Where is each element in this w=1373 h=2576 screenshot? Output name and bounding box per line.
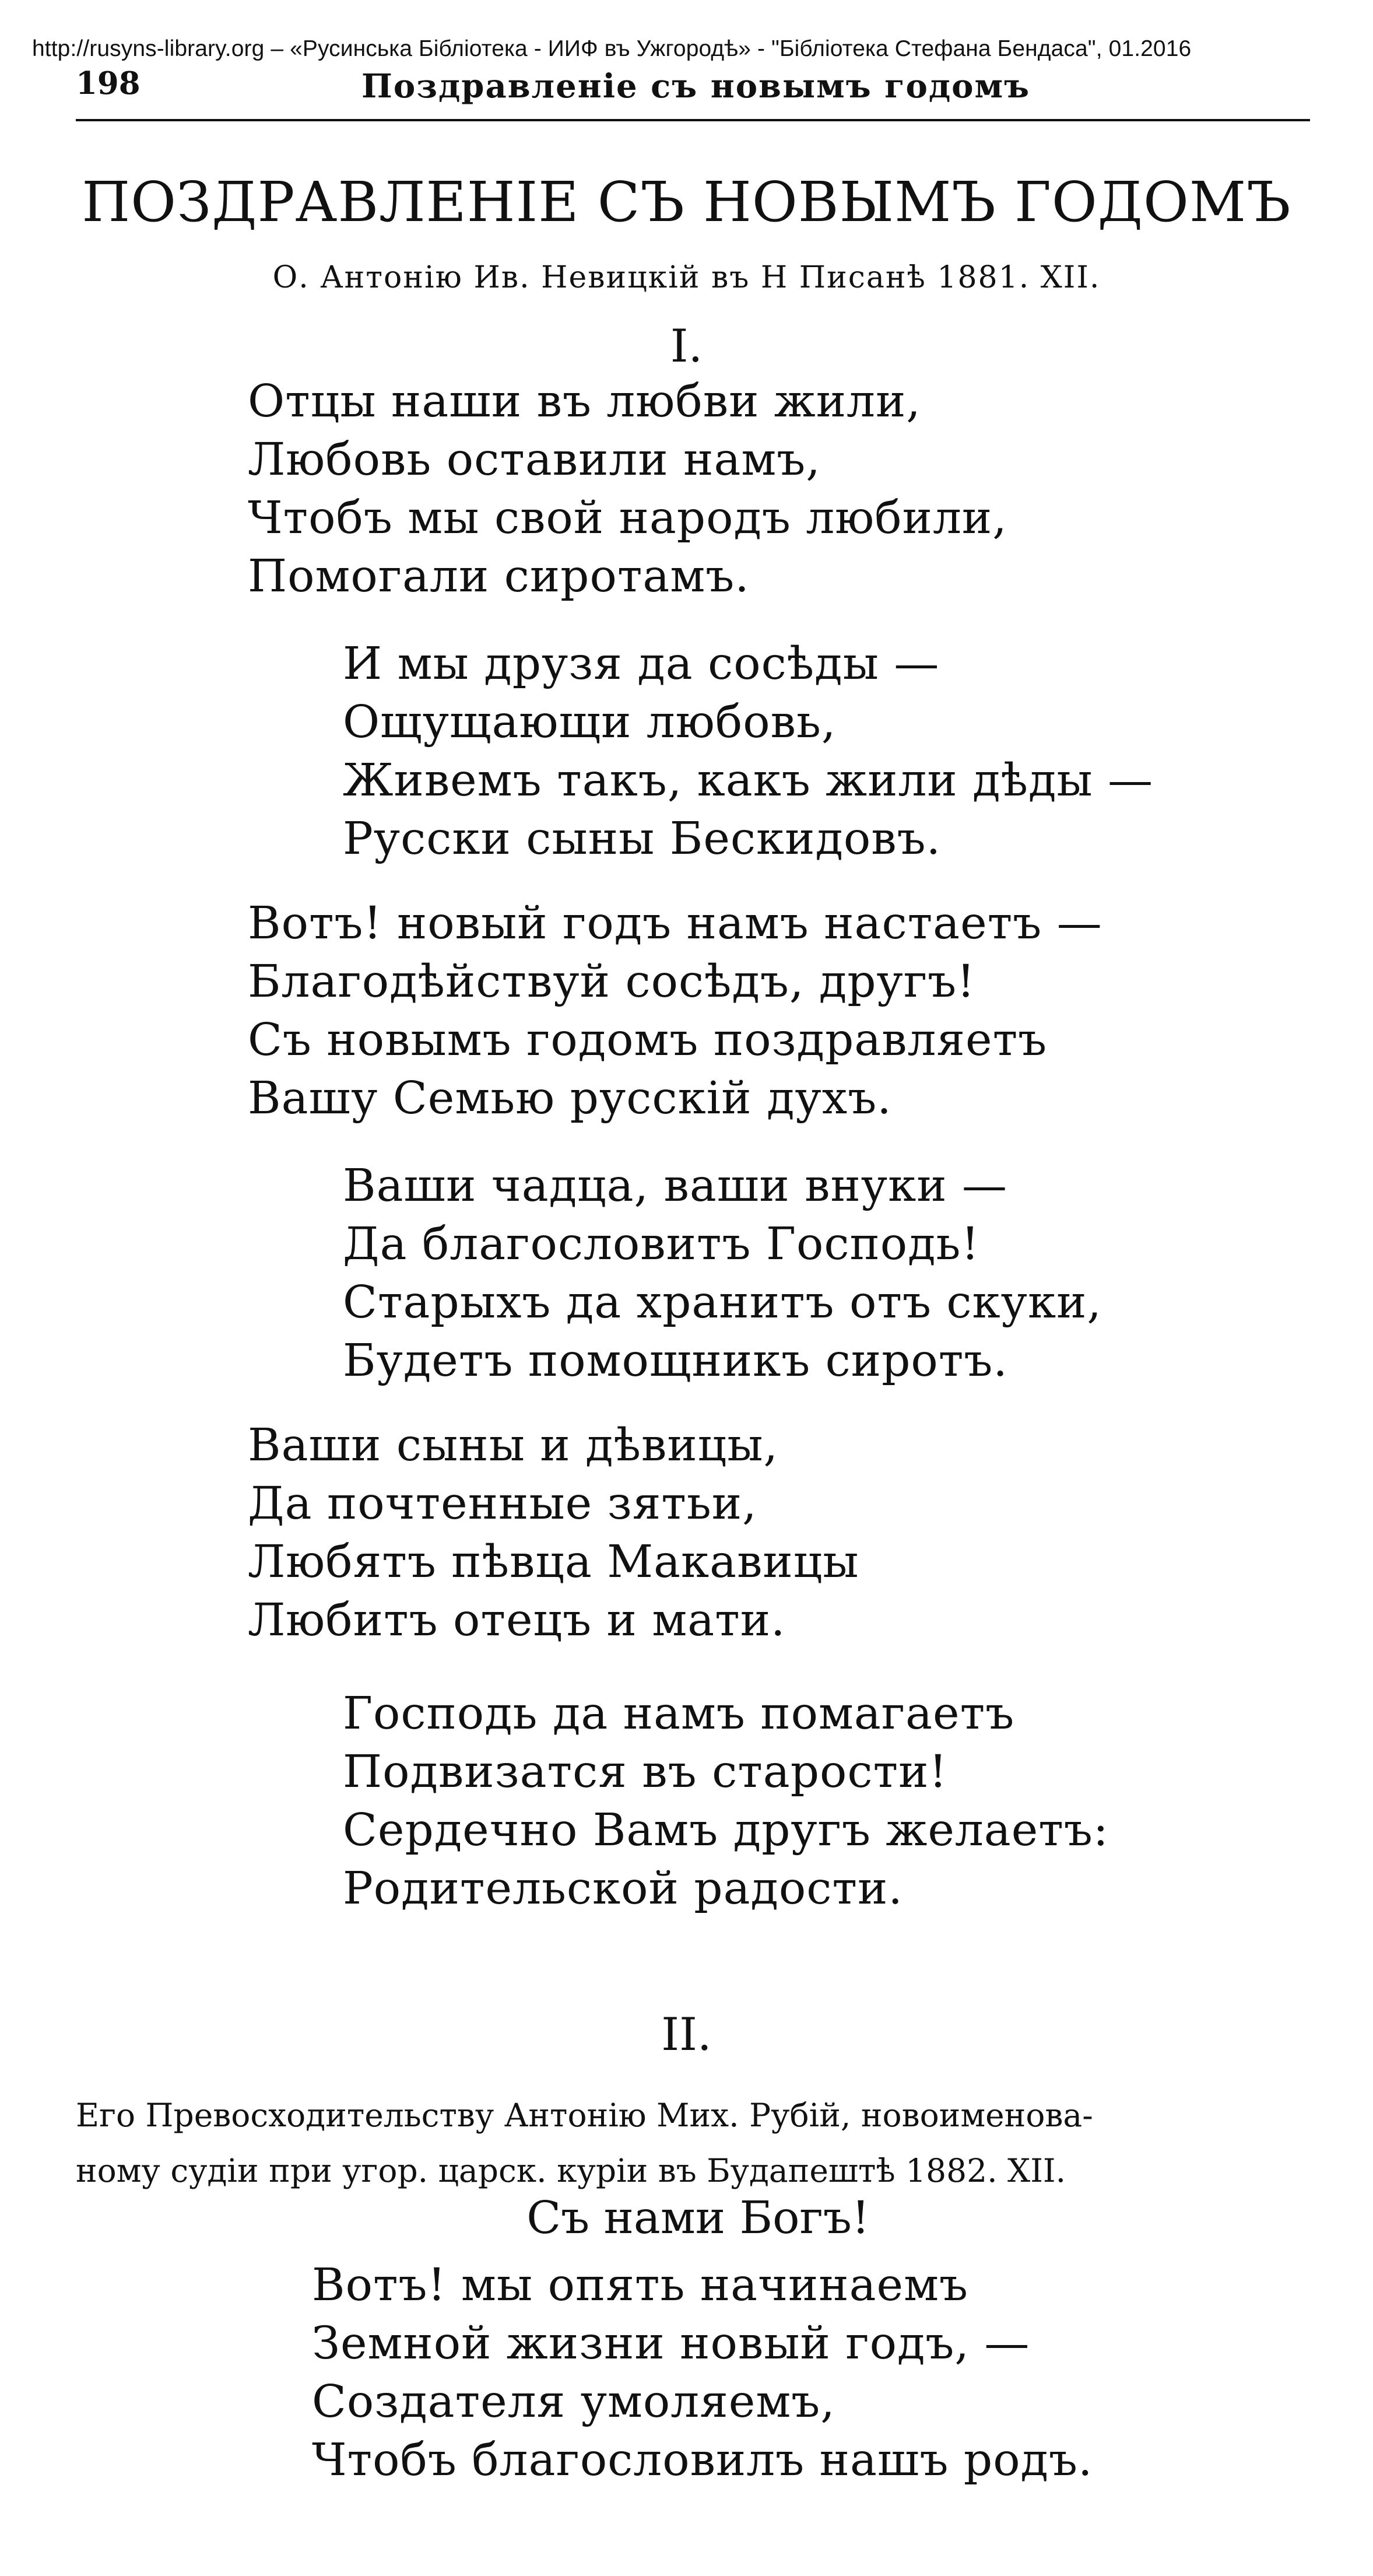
running-head	[76, 65, 1300, 112]
poem-line: Создателя умоляемъ,	[312, 2376, 835, 2428]
source-line: http://rusyns-library.org – «Русинська Бібліотека - ИИФ въ Ужгородѣ» - "Бібліотека Стефана Бендаса", 01.2016	[32, 36, 1192, 61]
greeting: Съ нами Богъ!	[526, 2192, 870, 2244]
poem-line: Вашу Семью русскій духъ.	[248, 1073, 892, 1124]
poem-line: Вотъ! мы опять начинаемъ	[312, 2259, 968, 2311]
poem-line: Помогали сиротамъ.	[248, 551, 750, 602]
poem-line: И мы друзя да сосѣды —	[343, 638, 940, 690]
poem-title: ПОЗДРАВЛЕНІЕ СЪ НОВЫМЪ ГОДОМЪ	[82, 170, 1291, 234]
poem-line: Чтобъ мы свой народъ любили,	[248, 492, 1007, 544]
poem-line: Родительской радости.	[343, 1863, 903, 1915]
part-number-2: II.	[661, 2009, 712, 2061]
part-number-1: I.	[670, 320, 703, 373]
poem-line: Отцы наши въ любви жили,	[248, 376, 921, 427]
poem-line: Господь да намъ помагаетъ	[343, 1688, 1015, 1740]
dedication-2	[76, 2088, 1309, 2199]
poem-line: Старыхъ да хранитъ отъ скуки,	[343, 1277, 1102, 1329]
page-number: 198	[76, 65, 141, 101]
dedication-2-line: Его Превосходительству Антонію Мих. Рубій, новоименова-	[76, 2097, 1093, 2134]
poem-line: Любитъ отецъ и мати.	[248, 1594, 786, 1646]
poem-line: Любятъ пѣвца Макавицы	[248, 1536, 859, 1588]
poem-line: Будетъ помощникъ сиротъ.	[343, 1335, 1008, 1387]
poem-line: Чтобъ благословилъ нашъ родъ.	[312, 2434, 1093, 2486]
poem-line: Русски сыны Бескидовъ.	[343, 813, 942, 865]
running-title: Поздравленіе съ новымъ годомъ	[361, 67, 1031, 106]
poem-line: Ваши чадца, ваши внуки —	[343, 1160, 1008, 1212]
dedication-2-line: ному судіи при угор. царск. куріи въ Будапештѣ 1882. XII.	[76, 2152, 1066, 2189]
poem-line: Да почтенные зятьи,	[248, 1478, 757, 1530]
header-rule	[76, 119, 1310, 121]
poem-line: Подвизатся въ старости!	[343, 1746, 948, 1798]
poem-line: Земной жизни новый годъ, —	[312, 2318, 1030, 2370]
dedication: О. Антонію Ив. Невицкій въ Н Писанѣ 1881. XII.	[272, 260, 1101, 295]
poem-line: Ощущающи любовь,	[343, 696, 837, 748]
poem-line: Живемъ такъ, какъ жили дѣды —	[343, 755, 1154, 807]
poem-line: Вотъ! новый годъ намъ настаетъ —	[248, 898, 1102, 949]
poem-line: Ваши сыны и дѣвицы,	[248, 1420, 778, 1471]
poem-line: Сердечно Вамъ другъ желаетъ:	[343, 1804, 1109, 1856]
poem-line: Съ новымъ годомъ поздравляетъ	[248, 1014, 1048, 1066]
poem-line: Благодѣйствуй сосѣдъ, другъ!	[248, 956, 976, 1008]
poem-line: Да благословитъ Господь!	[343, 1218, 980, 1270]
poem-line: Любовь оставили намъ,	[248, 434, 821, 486]
